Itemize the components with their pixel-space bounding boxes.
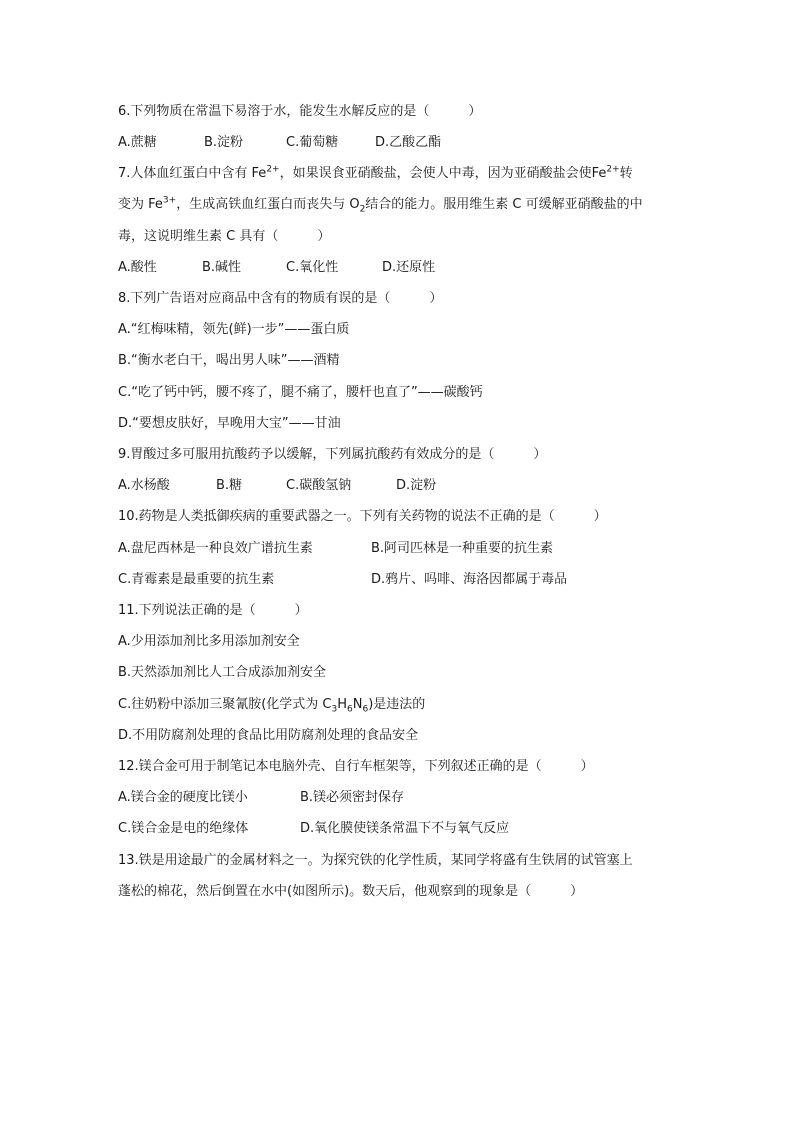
question-7-line-1 (118, 165, 633, 183)
fe2-charge: 2+ (266, 164, 280, 175)
fe2-charge-2: 2+ (606, 164, 620, 175)
n-subscript: 6 (362, 704, 369, 715)
question-11-option-a: A.少用添加剂比多用添加剂安全 (118, 634, 300, 649)
question-11-option-c (118, 696, 425, 714)
question-9-option-b: B.糖 (216, 478, 243, 493)
question-7-option-d: D.还原性 (382, 260, 436, 275)
question-7-option-c: C.氧化性 (286, 260, 339, 275)
question-11-stem: 11.下列说法正确的是（ ） (118, 603, 308, 618)
o2-subscript: 2 (359, 204, 366, 215)
question-11-option-d: D.不用防腐剂处理的食品比用防腐剂处理的食品安全 (118, 728, 419, 743)
question-7-line-2 (118, 196, 643, 214)
question-6-option-d: D.乙酸乙酯 (375, 135, 442, 150)
question-6-option-a: A.蔗糖 (118, 135, 157, 150)
h-subscript: 6 (347, 704, 353, 715)
question-6-option-c: C.葡萄糖 (286, 135, 339, 150)
question-8-option-a: A.“红梅味精，领先(鲜)一步”——蛋白质 (118, 322, 350, 337)
question-8-stem: 8.下列广告语对应商品中含有的物质有误的是（ ） (118, 291, 443, 306)
question-7-line-3: 毒，这说明维生素 C 具有（ ） (118, 229, 331, 244)
question-7-option-b: B.碱性 (202, 260, 242, 275)
question-11-option-b: B.天然添加剂比人工合成添加剂安全 (118, 665, 327, 680)
question-10-option-c: C.青霉素是最重要的抗生素 (118, 572, 275, 587)
c-subscript: 3 (331, 704, 338, 715)
question-7-option-a: A.酸性 (118, 260, 157, 275)
q11-c-text-4: )是违法的 (368, 697, 426, 712)
question-9-option-c: C.碳酸氢钠 (286, 478, 352, 493)
question-6-stem: 6.下列物质在常温下易溶于水，能发生水解反应的是（ ） (118, 104, 482, 119)
question-12-option-c: C.镁合金是电的绝缘体 (118, 821, 249, 836)
question-12-option-b: B.镁必须密封保存 (300, 790, 405, 805)
question-10-stem: 10.药物是人类抵御疾病的重要武器之一。下列有关药物的说法不正确的是（ ） (118, 509, 607, 524)
q7-text-1b: ，如果误食亚硝酸盐，会使人中毒，因为亚硝酸盐会使Fe (279, 166, 607, 181)
q7-text-1c: 转 (619, 166, 633, 181)
question-9-option-d: D.淀粉 (396, 478, 437, 493)
q11-c-text-2: H (337, 697, 348, 712)
question-8-option-d: D.“要想皮肤好，早晚用大宝”——甘油 (118, 416, 341, 431)
question-12-option-d: D.氧化膜使镁条常温下不与氧气反应 (300, 821, 510, 836)
fe3-charge: 3+ (162, 195, 177, 206)
question-9-option-a: A.水杨酸 (118, 478, 170, 493)
question-10-option-d: D.鸦片、吗啡、海洛因都属于毒品 (371, 572, 568, 587)
q7-text-2b: ，生成高铁血红蛋白而丧失与 O (176, 197, 360, 212)
question-10-option-a: A.盘尼西林是一种良效广谱抗生素 (118, 541, 313, 556)
question-12-stem: 12.镁合金可用于制笔记本电脑外壳、自行车框架等，下列叙述正确的是（ ） (118, 759, 594, 774)
question-13-line-2: 蓬松的棉花，然后倒置在水中(如图所示)。数天后，他观察到的现象是（ ） (118, 884, 584, 899)
question-8-option-b: B.“衡水老白干，喝出男人味”——酒精 (118, 353, 340, 368)
question-12-option-a: A.镁合金的硬度比镁小 (118, 790, 248, 805)
q11-c-text-3: N (352, 697, 363, 712)
question-10-option-b: B.阿司匹林是一种重要的抗生素 (371, 541, 554, 556)
q7-text-2c: 结合的能力。服用维生素 C 可缓解亚硝酸盐的中 (365, 197, 643, 212)
q7-text-2a: 变为 Fe (118, 197, 163, 212)
q11-c-text-1: C.往奶粉中添加三聚氰胺(化学式为 C (118, 697, 332, 712)
question-13-line-1: 13.铁是用途最广的金属材料之一。为探究铁的化学性质，某同学将盛有生铁屑的试管塞上 (118, 853, 633, 868)
q7-text-1a: 7.人体血红蛋白中含有 Fe (118, 166, 267, 181)
question-9-stem: 9.胃酸过多可服用抗酸药予以缓解，下列属抗酸药有效成分的是（ ） (118, 447, 547, 462)
question-6-option-b: B.淀粉 (204, 135, 244, 150)
question-8-option-c: C.“吃了钙中钙，腰不疼了，腿不痛了，腰杆也直了”——碳酸钙 (118, 385, 483, 400)
